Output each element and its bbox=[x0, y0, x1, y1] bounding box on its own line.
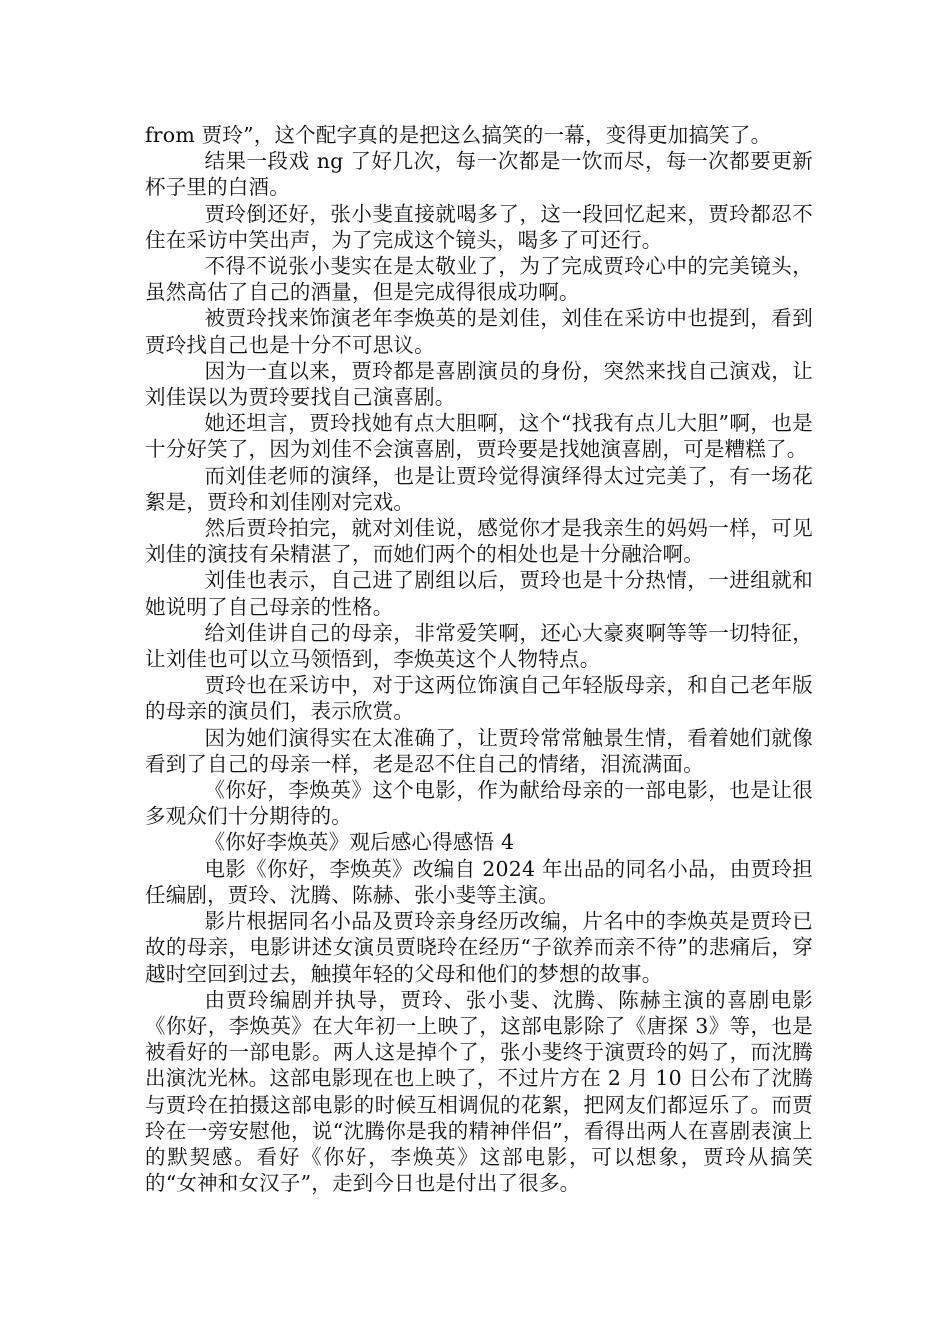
paragraph: 由贾玲编剧并执导，贾玲、张小斐、沈腾、陈赫主演的喜剧电影《你好，李焕英》在大年初一上映了，这部电影除了《唐探 3》等，也是被看好的一部电影。两人这是掉个了，张小斐终于演贾玲的妈了，而沈腾出演沈光林。这部电影现在也上映了，不过片方在 2 月 10 日公布了沈腾与贾玲在拍摄这部电影的时候互相调侃的花絮，把网友们都逗乐了。而贾玲在一旁安慰他，说“沈腾你是我的精神伴侣”，看得出两人在喜剧表演上的默契感。看好《你好，李焕英》这部电影，可以想象，贾玲从搞笑的“女神和女汉子”，走到今日也是付出了很多。 bbox=[145, 987, 813, 1196]
paragraph: 被贾玲找来饰演老年李焕英的是刘佳，刘佳在采访中也提到，看到贾玲找自己也是十分不可思议。 bbox=[145, 306, 813, 357]
paragraph: 电影《你好，李焕英》改编自 2024 年出品的同名小品，由贾玲担任编剧，贾玲、沈腾、陈赫、张小斐等主演。 bbox=[145, 856, 813, 907]
paragraph: 贾玲倒还好，张小斐直接就喝多了，这一段回忆起来，贾玲都忍不住在采访中笑出声，为了完成这个镜头，喝多了可还行。 bbox=[145, 201, 813, 252]
paragraph: 因为她们演得实在太准确了，让贾玲常常触景生情，看着她们就像看到了自己的母亲一样，老是忍不住自己的情绪，泪流满面。 bbox=[145, 725, 813, 776]
article-body bbox=[145, 122, 813, 1196]
paragraph: from 贾玲”，这个配字真的是把这么搞笑的一幕，变得更加搞笑了。 bbox=[145, 123, 772, 147]
section-heading: 《你好李焕英》观后感心得感悟 4 bbox=[204, 830, 515, 855]
paragraph: 她还坦言，贾玲找她有点大胆啊，这个“找我有点儿大胆”啊，也是十分好笑了，因为刘佳不会演喜剧，贾玲要是找她演喜剧，可是糟糕了。 bbox=[145, 411, 813, 462]
paragraph: 给刘佳讲自己的母亲，非常爱笑啊，还心大豪爽啊等等一切特征，让刘佳也可以立马领悟到，李焕英这个人物特点。 bbox=[145, 620, 813, 672]
paragraph: 而刘佳老师的演绎，也是让贾玲觉得演绎得太过完美了，有一场花絮是，贾玲和刘佳刚对完戏。 bbox=[145, 463, 813, 514]
paragraph: 然后贾玲拍完，就对刘佳说，感觉你才是我亲生的妈妈一样，可见刘佳的演技有朵精湛了，而她们两个的相处也是十分融洽啊。 bbox=[145, 516, 813, 567]
paragraph: 《你好，李焕英》这个电影，作为献给母亲的一部电影，也是让很多观众们十分期待的。 bbox=[145, 778, 813, 829]
paragraph: 不得不说张小斐实在是太敬业了，为了完成贾玲心中的完美镜头，虽然高估了自己的酒量，但是完成得很成功啊。 bbox=[145, 254, 813, 305]
paragraph: 影片根据同名小品及贾玲亲身经历改编，片名中的李焕英是贾玲已故的母亲，电影讲述女演员贾晓玲在经历“子欲养而亲不待”的悲痛后，穿越时空回到过去，触摸年轻的父母和他们的梦想的故事。 bbox=[145, 909, 813, 986]
paragraph: 因为一直以来，贾玲都是喜剧演员的身份，突然来找自己演戏，让刘佳误以为贾玲要找自己演喜剧。 bbox=[145, 358, 813, 410]
paragraph: 刘佳也表示，自己进了剧组以后，贾玲也是十分热情，一进组就和她说明了自己母亲的性格。 bbox=[145, 568, 813, 619]
paragraph: 结果一段戏 ng 了好几次，每一次都是一饮而尽，每一次都要更新杯子里的白酒。 bbox=[145, 149, 813, 200]
paragraph: 贾玲也在采访中，对于这两位饰演自己年轻版母亲，和自己老年版的母亲的演员们，表示欣赏。 bbox=[145, 673, 813, 724]
